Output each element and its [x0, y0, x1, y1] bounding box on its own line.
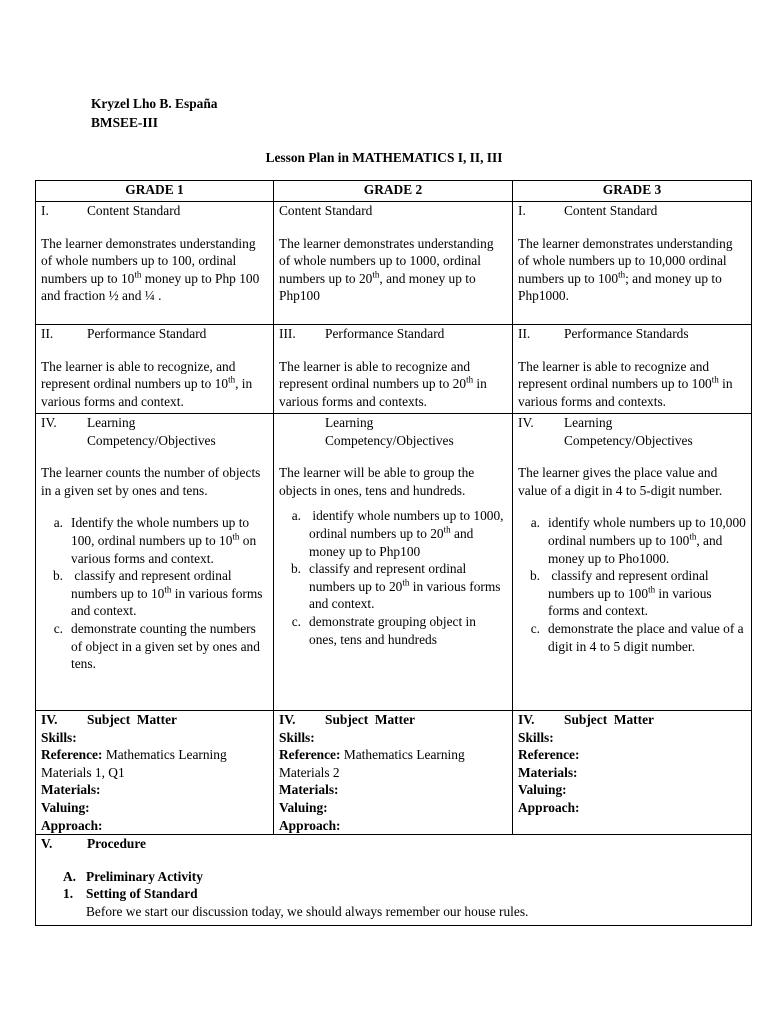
section-number: IV. [41, 415, 57, 430]
section-number: IV. [518, 712, 535, 727]
objective-list [41, 514, 268, 672]
valuing-label: Valuing: [41, 799, 90, 815]
section-title: Subject Matter [564, 712, 654, 727]
content-standard-row [36, 202, 752, 325]
approach-label: Approach: [518, 799, 580, 815]
valuing-label: Valuing: [518, 782, 567, 798]
section-title: Performance Standard [325, 326, 445, 341]
section-number: I. [41, 203, 49, 218]
section-subtitle: Competency/Objectives [564, 432, 693, 448]
performance-standard-g2 [274, 325, 513, 414]
setting-of-standard: 1. Setting of Standard [63, 886, 198, 902]
skills-label: Skills: [518, 729, 554, 745]
section-number: II. [41, 326, 54, 341]
procedure-cell [36, 835, 752, 926]
approach-label: Approach: [41, 817, 103, 833]
section-title: Content Standard [279, 203, 373, 218]
subject-matter-g3 [513, 711, 752, 835]
section-number: V. [41, 836, 53, 852]
section-subtitle: Competency/Objectives [325, 432, 454, 448]
section-title: Subject Matter [325, 712, 415, 727]
subject-matter-g2 [274, 711, 513, 835]
preliminary-activity: A. Preliminary Activity [63, 868, 203, 884]
list-item: b. classify and represent ordinal numbers up to 100th in various forms and context. [529, 568, 712, 619]
performance-standard-g3 [513, 325, 752, 414]
grade-1-header: GRADE 1 [36, 181, 274, 202]
lesson-plan-table [35, 180, 752, 926]
list-item: c. demonstrate grouping object in ones, tens and hundreds [291, 613, 476, 647]
section-number: II. [518, 326, 531, 341]
content-standard-g1 [36, 202, 274, 325]
materials-label: Materials: [518, 764, 578, 780]
list-item: c. demonstrate the place and value of a digit in 4 to 5 digit number. [530, 620, 744, 654]
learning-competency-g2 [274, 414, 513, 711]
performance-standard-row [36, 325, 752, 414]
section-body: The learner is able to recognize, and represent ordinal numbers up to 10th, in various forms and context. [41, 358, 253, 409]
reference-line: Reference: Mathematics Learning Materials 2 [279, 747, 465, 780]
approach-label: Approach: [279, 817, 341, 833]
section-intro: The learner gives the place value and value of a digit in 4 to 5-digit number. [518, 465, 723, 498]
section-number: III. [279, 326, 296, 341]
section-intro: The learner counts the number of objects in a given set by ones and tens. [41, 465, 261, 498]
skills-label: Skills: [41, 729, 77, 745]
course-label: BMSEE-III [91, 115, 158, 130]
learning-competency-g3 [513, 414, 752, 711]
list-item: b. classify and represent ordinal numbers up to 20th in various forms and context. [290, 561, 501, 612]
section-body: The learner demonstrates understanding of whole numbers up to 100, ordinal numbers up to 10th money up to Php 100 and fraction ½ and ¼ . [41, 235, 260, 304]
procedure-row [36, 835, 752, 926]
section-number: I. [518, 203, 526, 218]
objective-list [279, 507, 507, 648]
section-subtitle: Competency/Objectives [87, 432, 216, 448]
section-title: Learning [87, 415, 136, 430]
author-name: Kryzel Lho B. España [91, 96, 218, 111]
section-title: Procedure [87, 836, 147, 852]
subject-matter-g1 [36, 711, 274, 835]
performance-standard-g1 [36, 325, 274, 414]
content-standard-g3 [513, 202, 752, 325]
objective-list [518, 514, 746, 655]
section-title: Learning [325, 415, 374, 430]
section-title: Content Standard [87, 203, 181, 218]
valuing-label: Valuing: [279, 799, 328, 815]
section-number [279, 414, 325, 432]
learning-competency-g1 [36, 414, 274, 711]
section-title: Learning [564, 415, 613, 430]
section-title: Performance Standards [564, 326, 689, 341]
section-title: Content Standard [564, 203, 658, 218]
reference-line: Reference: [518, 747, 580, 763]
grade-header-row [36, 181, 752, 202]
materials-label: Materials: [41, 782, 101, 798]
list-item: c. demonstrate counting the numbers of object in a given set by ones and tens. [53, 620, 260, 672]
step-text: Before we start our discussion today, we should always remember our house rules. [86, 903, 529, 919]
section-title: Performance Standard [87, 326, 207, 341]
grade-3-header: GRADE 3 [513, 181, 752, 202]
list-item: b. classify and represent ordinal numbers up to 10th in various forms and context. [52, 568, 263, 619]
section-number: IV. [41, 712, 58, 727]
page-title: Lesson Plan in MATHEMATICS I, II, III [265, 150, 503, 165]
learning-competency-row [36, 414, 752, 711]
section-body: The learner demonstrates understanding of whole numbers up to 10,000 ordinal numbers up to 100th; and money up to Php1000. [518, 235, 733, 304]
section-title: Subject Matter [87, 712, 177, 727]
section-intro: The learner will be able to group the objects in ones, tens and hundreds. [279, 465, 475, 498]
list-item: a. identify whole numbers up to 10,000 ordinal numbers up to 100th, and money up to Pho1000. [530, 515, 746, 566]
materials-label: Materials: [279, 782, 339, 798]
list-item: a. Identify the whole numbers up to 100, ordinal numbers up to 10th on various forms and context. [53, 515, 257, 566]
reference-line: Reference: Mathematics Learning Materials 1, Q1 [41, 747, 227, 780]
grade-2-header: GRADE 2 [274, 181, 513, 202]
list-item: a. identify whole numbers up to 1000, ordinal numbers up to 20th and money up to Php100 [291, 508, 504, 559]
subject-matter-row [36, 711, 752, 835]
section-number: IV. [518, 415, 534, 430]
section-body: The learner demonstrates understanding of whole numbers up to 1000, ordinal numbers up to 20th, and money up to Php100 [279, 235, 494, 304]
section-body: The learner is able to recognize and represent ordinal numbers up to 20th in various forms and contexts. [279, 358, 487, 409]
section-body: The learner is able to recognize and represent ordinal numbers up to 100th in various forms and contexts. [518, 358, 733, 409]
skills-label: Skills: [279, 729, 315, 745]
section-number: IV. [279, 712, 296, 727]
content-standard-g2 [274, 202, 513, 325]
